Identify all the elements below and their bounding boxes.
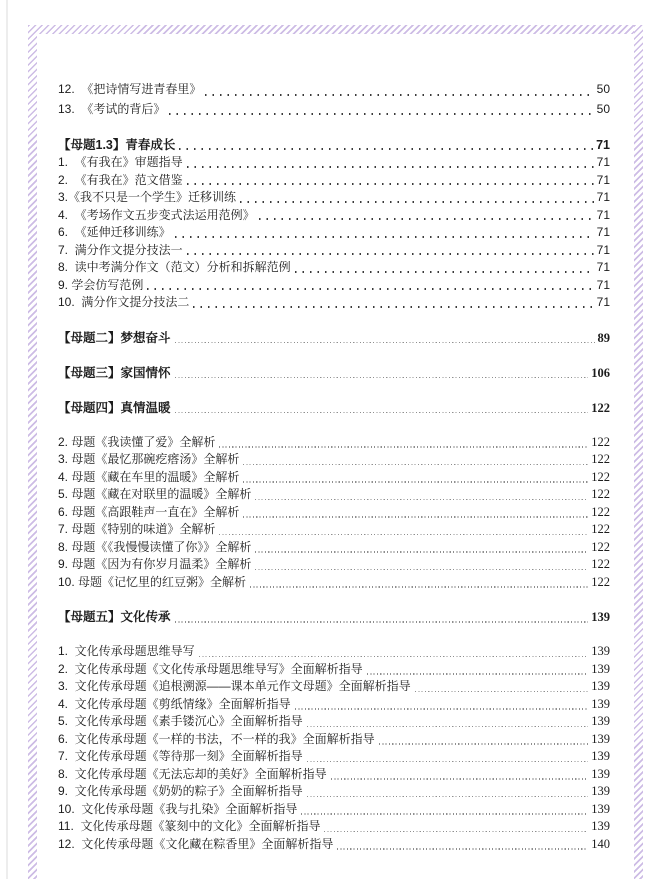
toc-entry xyxy=(58,801,610,819)
toc-entry-label: 6. 文化传承母题《一样的书法，不一样的我》全面解析指导 xyxy=(58,731,375,746)
toc-entry xyxy=(58,154,610,172)
toc-entry-label: 8. 读中考满分作文（范文）分析和拆解范例 xyxy=(58,260,291,274)
toc-entry-label: 1. 文化传承母题思维导写 xyxy=(58,644,195,658)
toc-entry xyxy=(58,434,610,452)
toc-entry-label: 【母题四】真情温暖 xyxy=(58,400,171,415)
dot-leader xyxy=(379,731,589,749)
dot-leader xyxy=(187,242,594,260)
toc-entry-page-number: 122 xyxy=(591,434,610,449)
toc-entry xyxy=(58,277,610,295)
toc-entry-page-number: 139 xyxy=(591,661,610,676)
toc-entry-label: 10. 母题《记忆里的红豆粥》全解析 xyxy=(58,574,247,589)
toc-entry-page-number: 139 xyxy=(591,644,610,658)
toc-entry-label: 8. 母题《《我慢慢读懂了你》》全解析 xyxy=(58,539,252,554)
toc-content xyxy=(58,80,610,853)
toc-section-header xyxy=(58,329,610,347)
toc-entry-page-number: 106 xyxy=(591,365,610,380)
toc-entry-page-number: 89 xyxy=(597,330,610,345)
dot-leader xyxy=(337,836,588,854)
dot-leader xyxy=(175,224,594,242)
toc-entry-page-number: 71 xyxy=(596,190,610,204)
dot-leader xyxy=(367,661,589,679)
toc-entry xyxy=(58,661,610,679)
toc-entry-page-number: 71 xyxy=(596,172,610,187)
toc-entry-page-number: 139 xyxy=(591,819,610,833)
dot-leader xyxy=(307,783,589,801)
toc-entry xyxy=(58,836,610,854)
toc-entry xyxy=(58,643,610,661)
dot-leader xyxy=(295,696,589,714)
dot-leader xyxy=(219,521,588,539)
decorative-border-right xyxy=(634,25,643,879)
dot-leader xyxy=(255,486,588,504)
toc-entry-page-number: 122 xyxy=(591,469,610,484)
toc-entry-page-number: 139 xyxy=(591,801,610,816)
toc-entry-label: 【母题三】家国情怀 xyxy=(58,365,171,380)
toc-entry-label: 【母题五】文化传承 xyxy=(58,610,171,624)
toc-entry xyxy=(58,731,610,749)
toc-group xyxy=(58,364,610,382)
toc-entry-page-number: 122 xyxy=(591,400,610,415)
dot-leader xyxy=(415,678,589,696)
toc-entry-label: 9. 母题《因为有你岁月温柔》全解析 xyxy=(58,557,252,571)
dot-leader xyxy=(199,643,589,661)
toc-entry-label: 8. 文化传承母题《无法忘却的美好》全面解析指导 xyxy=(58,766,327,781)
dot-leader xyxy=(255,539,588,557)
toc-entry-page-number: 122 xyxy=(591,487,610,501)
toc-entry-page-number: 122 xyxy=(591,452,610,466)
toc-entry-page-number: 50 xyxy=(596,82,610,96)
dot-leader xyxy=(243,504,588,522)
toc-entry-label: 1. 《有我在》审题指导 xyxy=(58,155,183,169)
toc-entry-label: 4. 《考场作文五步变式法运用范例》 xyxy=(58,207,255,222)
toc-entry-label: 【母题二】梦想奋斗 xyxy=(58,330,171,345)
toc-entry-label: 9. 学会仿写范例 xyxy=(58,277,144,292)
toc-entry-page-number: 71 xyxy=(596,138,610,152)
dot-leader xyxy=(219,434,588,452)
toc-entry-page-number: 139 xyxy=(591,784,610,798)
toc-entry xyxy=(58,207,610,225)
toc-entry-page-number: 139 xyxy=(591,610,610,624)
dot-leader xyxy=(187,172,594,190)
toc-entry-label: 6. 《延伸迁移训练》 xyxy=(58,225,171,239)
toc-entry xyxy=(58,259,610,277)
toc-entry xyxy=(58,189,610,207)
toc-entry-label: 5. 母题《藏在对联里的温暖》全解析 xyxy=(58,487,252,501)
dot-leader xyxy=(295,259,594,277)
toc-entry xyxy=(58,504,610,522)
toc-entry-page-number: 140 xyxy=(591,836,610,851)
toc-group xyxy=(58,136,610,312)
dot-leader xyxy=(307,713,589,731)
decorative-border-left xyxy=(28,25,37,879)
toc-entry-page-number: 71 xyxy=(596,207,610,222)
toc-group xyxy=(58,329,610,347)
toc-section-header xyxy=(58,136,610,154)
toc-entry-label: 5. 文化传承母题《素手镂沉心》全面解析指导 xyxy=(58,714,303,728)
dot-leader xyxy=(250,574,588,592)
toc-entry-label: 7. 文化传承母题《等待那一刻》全面解析指导 xyxy=(58,749,303,763)
toc-group-items xyxy=(58,434,610,592)
toc-entry-page-number: 71 xyxy=(596,155,610,169)
toc-entry-page-number: 71 xyxy=(596,225,610,239)
toc-entry xyxy=(58,521,610,539)
dot-leader xyxy=(205,80,593,100)
toc-section-header xyxy=(58,399,610,417)
toc-entry xyxy=(58,556,610,574)
toc-entry xyxy=(58,766,610,784)
toc-section-header xyxy=(58,364,610,382)
toc-entry-label: 12. 文化传承母题《文化藏在粽香里》全面解析指导 xyxy=(58,836,334,851)
toc-entry-label: 3.《我不只是一个学生》迁移训练 xyxy=(58,190,237,204)
toc-entry xyxy=(58,224,610,242)
toc-entry-page-number: 139 xyxy=(591,766,610,781)
toc-entry xyxy=(58,486,610,504)
toc-entry-page-number: 122 xyxy=(591,522,610,536)
toc-entry-label: 4. 文化传承母题《剪纸情缘》全面解析指导 xyxy=(58,696,291,711)
toc-entry-label: 12. 《把诗情写进青春里》 xyxy=(58,82,202,96)
toc-entry-page-number: 122 xyxy=(591,504,610,519)
dot-leader xyxy=(301,801,588,819)
dot-leader xyxy=(147,277,593,295)
dot-leader xyxy=(169,100,593,120)
toc-entry-label: 【母题1.3】青春成长 xyxy=(58,138,176,152)
toc-section-header xyxy=(58,608,610,626)
dot-leader xyxy=(243,469,588,487)
dot-leader xyxy=(331,766,589,784)
toc-entry-label: 10. 满分作文提分技法二 xyxy=(58,295,190,309)
toc-group-items xyxy=(58,154,610,312)
toc-entry-label: 2. 文化传承母题《文化传承母题思维导写》全面解析指导 xyxy=(58,661,363,676)
toc-entry xyxy=(58,574,610,592)
toc-entry-page-number: 139 xyxy=(591,731,610,746)
toc-entry xyxy=(58,748,610,766)
toc-entry-page-number: 139 xyxy=(591,714,610,728)
toc-entry-label: 13. 《考试的背后》 xyxy=(58,101,166,116)
toc-entry-label: 4. 母题《藏在车里的温暖》全解析 xyxy=(58,469,240,484)
toc-entry-page-number: 122 xyxy=(591,574,610,589)
toc-entry xyxy=(58,818,610,836)
toc-entry xyxy=(58,451,610,469)
dot-leader xyxy=(187,154,594,172)
dot-leader xyxy=(175,399,589,417)
toc-entry-page-number: 50 xyxy=(596,101,610,116)
toc-entry-page-number: 71 xyxy=(596,260,610,274)
toc-entry-page-number: 139 xyxy=(591,696,610,711)
toc-entry-page-number: 139 xyxy=(591,679,610,693)
toc-entry xyxy=(58,713,610,731)
page-edge-line xyxy=(6,0,8,879)
dot-leader xyxy=(193,294,593,312)
toc-entry-page-number: 122 xyxy=(591,539,610,554)
toc-entry-label: 2. 母题《我读懂了爱》全解析 xyxy=(58,434,216,449)
toc-entry xyxy=(58,469,610,487)
toc-entry xyxy=(58,80,610,100)
dot-leader xyxy=(259,207,594,225)
toc-entry-label: 3. 文化传承母题《追根溯源——课本单元作文母题》全面解析指导 xyxy=(58,679,411,693)
toc-entry xyxy=(58,783,610,801)
dot-leader xyxy=(175,608,589,626)
toc-entry-label: 11. 文化传承母题《篆刻中的文化》全面解析指导 xyxy=(58,819,321,833)
toc-group xyxy=(58,608,610,853)
toc-entry xyxy=(58,172,610,190)
toc-entry-label: 6. 母题《高跟鞋声一直在》全解析 xyxy=(58,504,240,519)
toc-group xyxy=(58,80,610,119)
toc-entry xyxy=(58,294,610,312)
dot-leader xyxy=(175,329,595,347)
toc-entry xyxy=(58,539,610,557)
toc-entry-label: 2. 《有我在》范文借鉴 xyxy=(58,172,183,187)
toc-entry-label: 7. 满分作文提分技法一 xyxy=(58,242,183,257)
toc-entry xyxy=(58,678,610,696)
toc-entry-label: 3. 母题《最忆那碗疙瘩汤》全解析 xyxy=(58,452,240,466)
toc-entry-label: 10. 文化传承母题《我与扎染》全面解析指导 xyxy=(58,801,298,816)
decorative-border-top xyxy=(28,25,643,34)
dot-leader xyxy=(243,451,588,469)
toc-entry-label: 7. 母题《特别的味道》全解析 xyxy=(58,522,216,536)
dot-leader xyxy=(324,818,588,836)
toc-entry-page-number: 139 xyxy=(591,749,610,763)
toc-entry xyxy=(58,100,610,120)
toc-group xyxy=(58,399,610,592)
dot-leader xyxy=(307,748,589,766)
dot-leader xyxy=(255,556,588,574)
toc-entry-page-number: 71 xyxy=(596,295,610,309)
dot-leader xyxy=(240,189,594,207)
dot-leader xyxy=(175,364,589,382)
toc-entry xyxy=(58,696,610,714)
toc-group-items xyxy=(58,80,610,119)
toc-group-items xyxy=(58,643,610,853)
dot-leader xyxy=(179,136,593,154)
toc-entry-label: 9. 文化传承母题《奶奶的粽子》全面解析指导 xyxy=(58,784,303,798)
toc-entry-page-number: 71 xyxy=(596,277,610,292)
toc-entry-page-number: 71 xyxy=(596,242,610,257)
toc-entry-page-number: 122 xyxy=(591,557,610,571)
toc-entry xyxy=(58,242,610,260)
